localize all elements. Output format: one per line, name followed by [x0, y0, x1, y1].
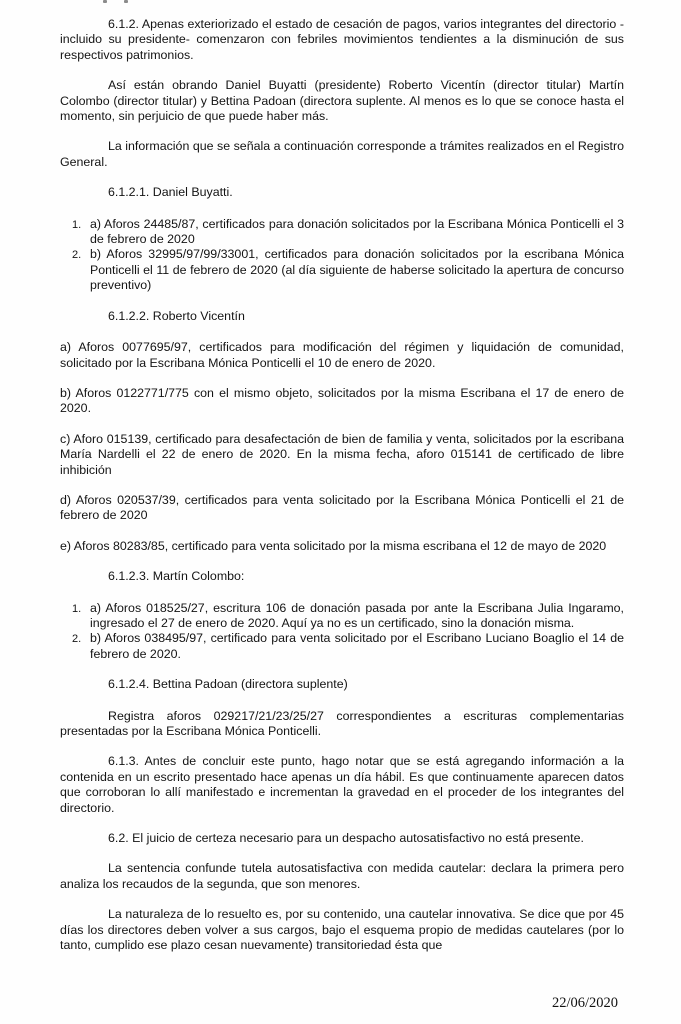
list-item: [60, 217, 624, 248]
list-marker: 2.: [72, 249, 82, 262]
buyatti-numbered-list: [60, 217, 624, 294]
paragraph-la-informacion: La información que se señala a continuación corresponde a trámites realizados en el Registro General.: [60, 139, 624, 169]
heading-bettina-padoan: 6.1.2.4. Bettina Padoan (directora suplente): [108, 677, 348, 692]
list-item-text: b) Aforos 32995/97/99/33001, certificados para donación solicitados por la escribana Mónica Ponticelli el 11 de febrero de 2020 (al día siguiente de haberse solicitado la apertura de concurso preventivo): [90, 247, 624, 293]
list-item-text: a) Aforos 018525/27, escritura 106 de donación pasada por ante la Escribana Julia Ingaramo, ingresado el 27 de enero de 2020. Aquí ya no es un certificado, sino la donación misma.: [90, 600, 624, 630]
heading-roberto-vicentin: 6.1.2.2. Roberto Vicentín: [108, 308, 245, 323]
list-item: [60, 247, 624, 293]
paragraph-naturaleza: La naturaleza de lo resuelto es, por su contenido, una cautelar innovativa. Se dice que por 45 días los directores deben volver a sus cargos, bajo el esquema propio de medidas cautelares (por lo tanto, cumplido ese plazo cesan nuevamente) transitoriedad ésta que: [60, 907, 624, 953]
paragraph-6-2: 6.2. El juicio de certeza necesario para un despacho autosatisfactivo no está presente.: [108, 831, 584, 846]
scan-artifact: [124, 0, 128, 3]
paragraph-6-1-3: 6.1.3. Antes de concluir este punto, hago notar que se está agregando información a la contenida en un escrito presentado hace apenas un día hábil. Es que continuamente aparecen datos que corroboran lo allí manifestado e incrementan la gravedad en el proceder de los integrantes del directorio.: [60, 754, 624, 815]
vicentin-item-d: d) Aforos 020537/39, certificados para venta solicitado por la Escribana Mónica Ponticelli el 21 de febrero de 2020: [60, 492, 624, 523]
vicentin-item-e: e) Aforos 80283/85, certificado para venta solicitado por la misma escribana el 12 de mayo de 2020: [60, 538, 607, 553]
vicentin-item-a: a) Aforos 0077695/97, certificados para modificación del régimen y liquidación de comunidad, solicitado por la Escribana Mónica Ponticelli el 10 de enero de 2020.: [60, 340, 624, 370]
list-item: [60, 601, 624, 632]
paragraph-registra: Registra aforos 029217/21/23/25/27 correspondientes a escrituras complementarias presentadas por la Escribana Mónica Ponticelli.: [60, 708, 624, 738]
list-item-text: b) Aforos 038495/97, certificado para venta solicitado por el Escribano Luciano Boaglio el 14 de febrero de 2020.: [90, 631, 624, 661]
list-marker: 1.: [72, 602, 82, 615]
list-marker: 1.: [72, 218, 82, 231]
footer-date: 22/06/2020: [551, 994, 618, 1011]
list-marker: 2.: [72, 633, 82, 646]
scan-artifact: [103, 0, 107, 3]
heading-daniel-buyatti: 6.1.2.1. Daniel Buyatti.: [108, 185, 233, 200]
list-item: [60, 631, 624, 662]
heading-martin-colombo: 6.1.2.3. Martín Colombo:: [108, 569, 245, 584]
vicentin-item-c: c) Aforo 015139, certificado para desafectación de bien de familia y venta, solicitados por la escribana María Nardelli el 22 de enero de 2020. En la misma fecha, aforo 015141 de certificado de libre inhibición: [60, 431, 624, 477]
paragraph-sentencia: La sentencia confunde tutela autosatisfactiva con medida cautelar: declara la primera pero analiza los recaudos de la segunda, que son menores.: [60, 861, 624, 891]
paragraph-asi-estan: Así están obrando Daniel Buyatti (presidente) Roberto Vicentín (director titular) Martín Colombo (director titular) y Bettina Padoan (directora suplente. Al menos es lo que se conoce hasta el momento, sin perjuicio de que puede haber más.: [60, 78, 624, 124]
vicentin-item-b: b) Aforos 0122771/775 con el mismo objeto, solicitados por la misma Escribana el 17 de enero de 2020.: [60, 385, 624, 416]
list-item-text: a) Aforos 24485/87, certificados para donación solicitados por la Escribana Mónica Ponticelli el 3 de febrero de 2020: [90, 216, 624, 247]
colombo-numbered-list: [60, 601, 624, 663]
paragraph-6-1-2: 6.1.2. Apenas exteriorizado el estado de cesación de pagos, varios integrantes del directorio -incluido su presidente- comenzaron con febriles movimientos tendientes a la disminución de sus respectivos patrimonios.: [60, 17, 624, 62]
